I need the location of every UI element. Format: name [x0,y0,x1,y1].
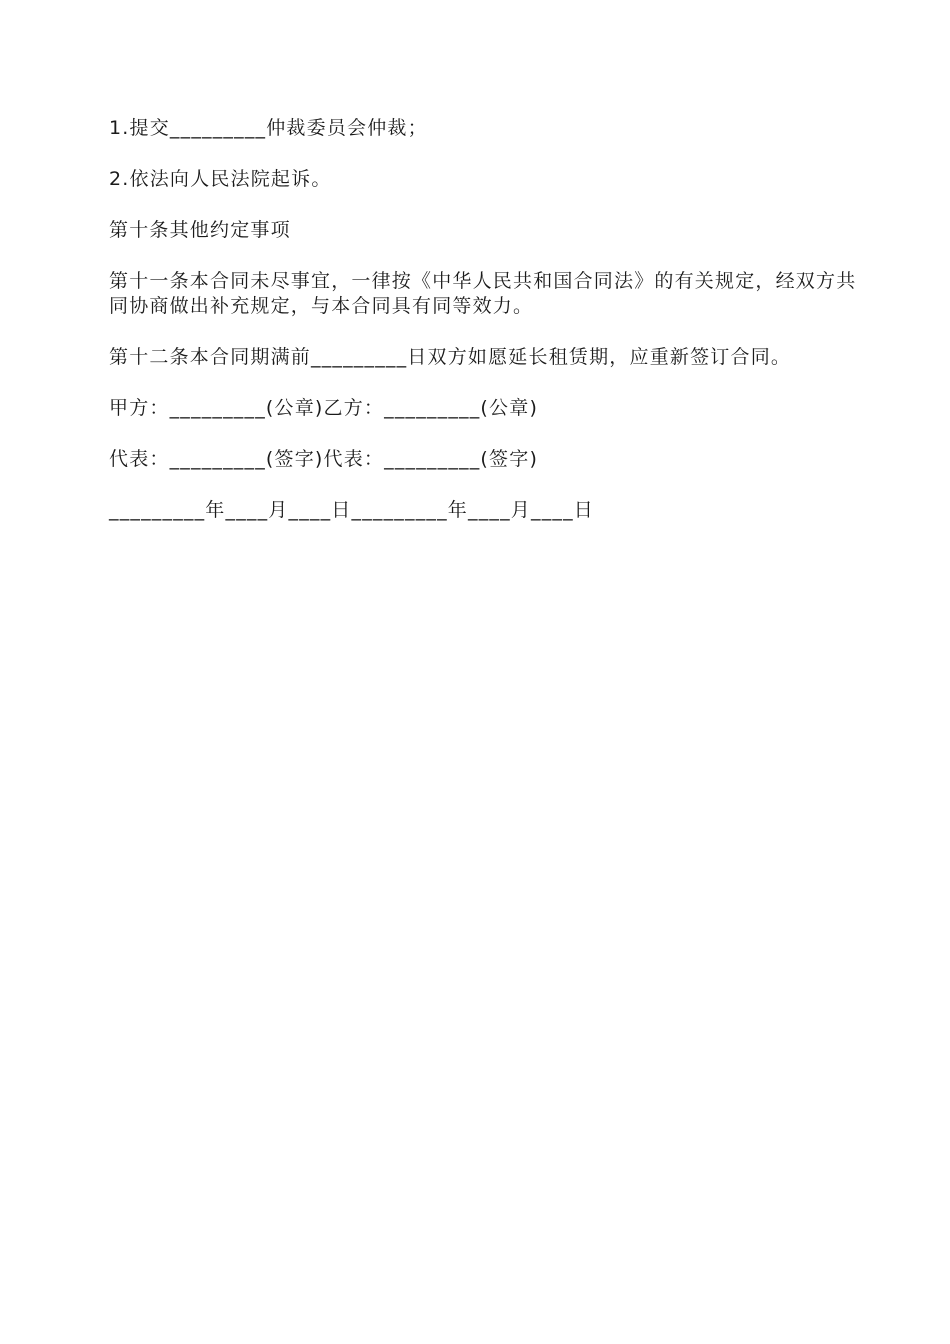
date-line: _________年____月____日_________年____月____日 [109,499,595,521]
article-10-heading: 第十条其他约定事项 [109,219,291,241]
clause-arbitration-option: 1.提交_________仲裁委员会仲裁； [109,117,428,139]
clause-litigation-option: 2.依法向人民法院起诉。 [109,168,332,190]
party-seal-line: 甲方：_________(公章)乙方：_________(公章) [109,397,539,419]
representative-signature-line: 代表：_________(签字)代表：_________(签字) [109,448,539,470]
document-body [109,116,869,549]
article-12-text: 第十二条本合同期满前_________日双方如愿延长租赁期，应重新签订合同。 [109,346,792,368]
article-11-text: 第十一条本合同未尽事宜，一律按《中华人民共和国合同法》的有关规定，经双方共同协商做出补充规定，与本合同具有同等效力。 [109,270,857,317]
